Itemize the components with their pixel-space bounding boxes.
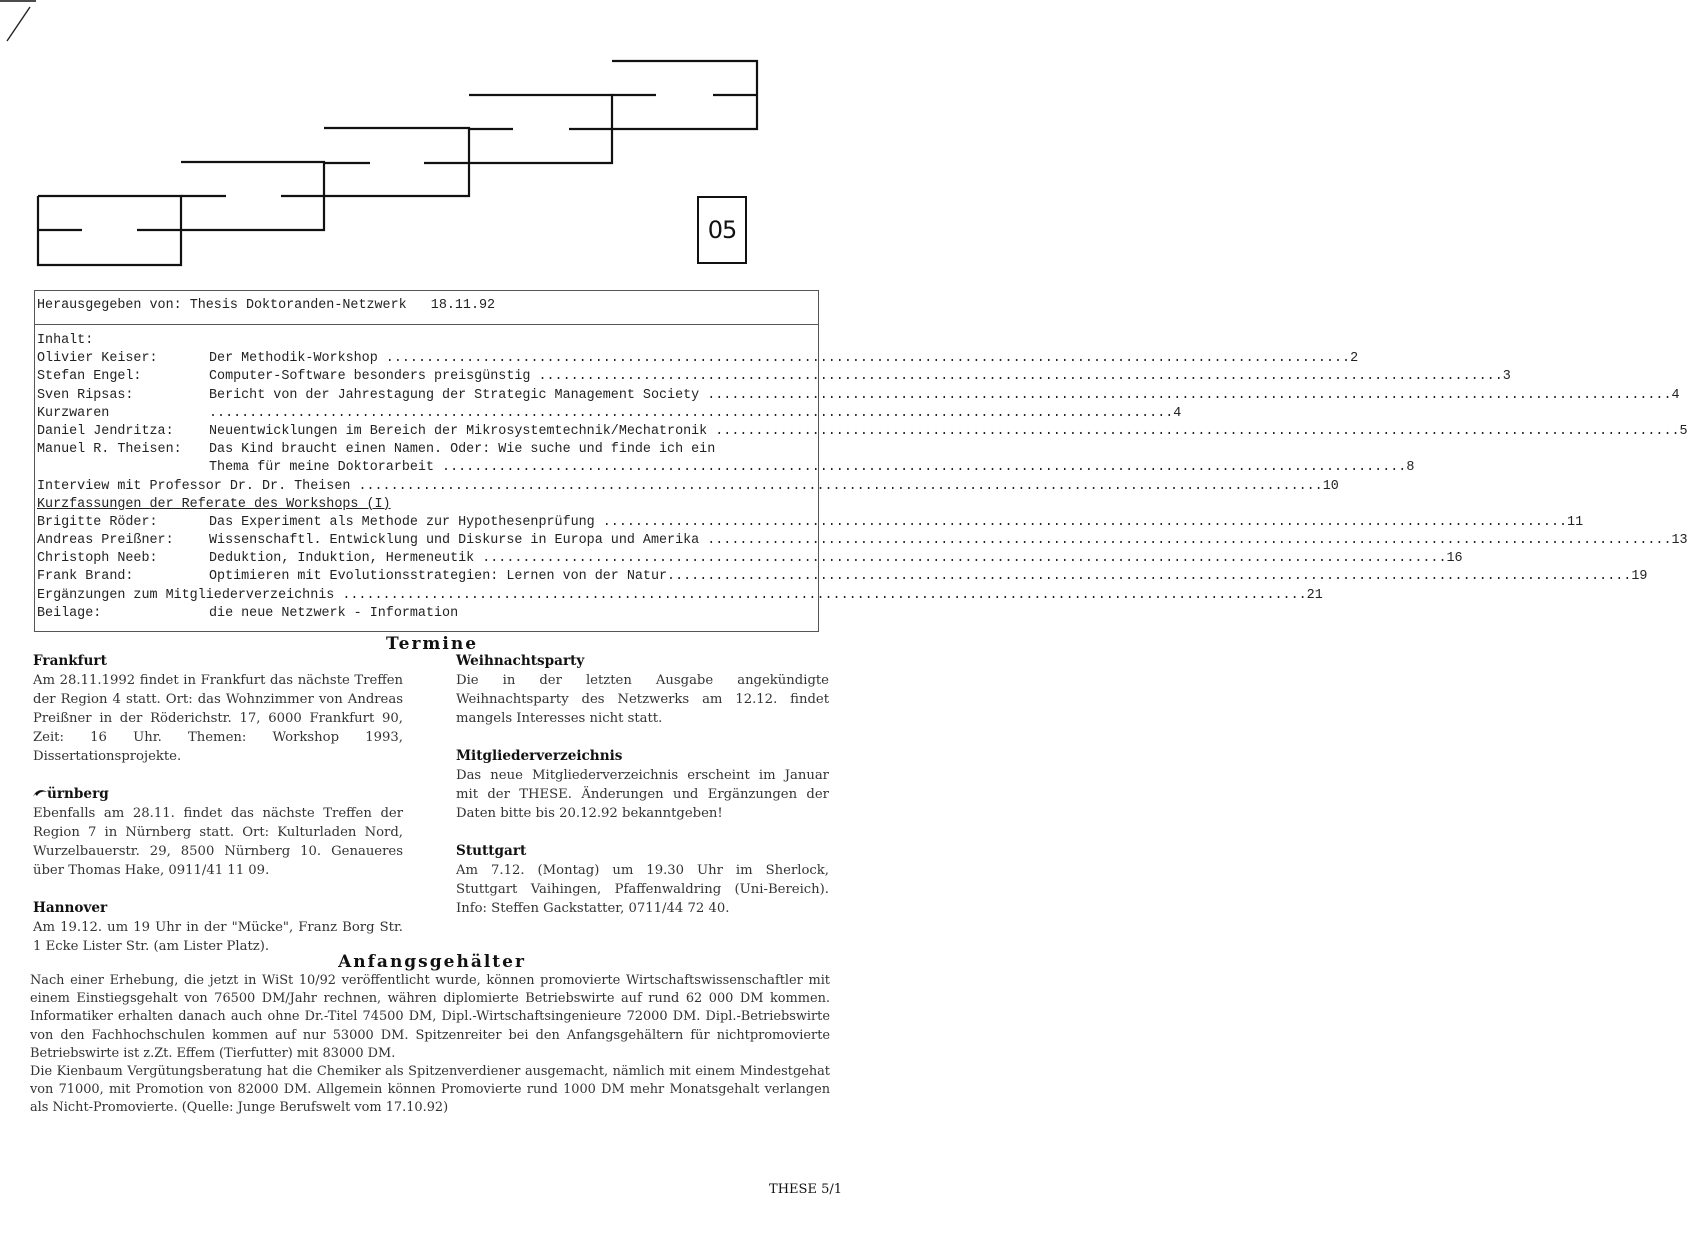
event-heading: Weihnachtsparty (456, 653, 585, 669)
toc-author: Christoph Neeb: (37, 551, 158, 567)
contents-label-row (37, 332, 818, 350)
publisher-line (35, 291, 818, 325)
toc-page: 16 (1446, 551, 1463, 567)
toc-leader-dots (603, 514, 1567, 532)
toc-entry[interactable] (37, 405, 1182, 423)
toc-page: 10 (1322, 478, 1339, 494)
termine-right-column (456, 652, 829, 918)
event-heading: Mitgliederverzeichnis (456, 748, 623, 764)
event-text: Am 7.12. (Montag) um 19.30 Uhr im Sherlock, Stuttgart Vaihingen, Pfaffenwaldring (Uni-Bereich). Info: Steffen Gackstatter, 0711/44 72 40. (456, 863, 829, 916)
toc-title: Bericht von der Jahrestagung der Strategic Management Society (209, 387, 708, 403)
toc-title: Neuentwicklungen im Bereich der Mikrosystemtechnik/Mechatronik (209, 423, 716, 439)
event-nuernberg (33, 785, 403, 880)
toc-entry[interactable] (37, 441, 818, 459)
toc-title: Das Kind braucht einen Namen. Oder: Wie suche und finde ich ein (209, 442, 716, 458)
logo-canvas (0, 0, 864, 280)
event-heading-text: ürnberg (47, 786, 109, 802)
toc-entry[interactable] (37, 368, 1511, 386)
event-text: Die in der letzten Ausgabe angekündigte Weihnachtsparty des Netzwerks am 12.12. findet mangels Interesses nicht statt. (456, 673, 829, 726)
table-of-contents (34, 290, 1688, 632)
toc-section-heading (37, 496, 818, 514)
toc-page: 21 (1306, 587, 1323, 603)
toc-page: 2 (1350, 351, 1359, 367)
toc-page: 4 (1671, 387, 1680, 403)
toc-entry[interactable] (37, 387, 1680, 405)
insert-label: Beilage: (37, 605, 102, 621)
event-text: Ebenfalls am 28.11. findet das nächste Treffen der Region 7 in Nürnberg statt. Ort: Kulturladen Nord, Wurzelbauerstr. 29, 8500 Nürnberg 10. Genaueres über Thomas Hake, 0911/41 11 09. (33, 806, 403, 878)
contents-label: Inhalt: (37, 333, 94, 348)
salaries-article (30, 972, 830, 1118)
toc-leader-dots (386, 350, 1350, 368)
toc-page: 3 (1502, 369, 1511, 385)
event-text: Am 19.12. um 19 Uhr in der "Mücke", Franz Borg Str. 1 Ecke Lister Str. (am Lister Platz). (33, 920, 403, 954)
salaries-paragraph: Nach einer Erhebung, die jetzt in WiSt 10/92 veröffentlicht wurde, können promovierte Wirtschaftswissenschaftler mit einem Einstiegsgehalt von 76500 DM/Jahr rechnen, währen diplomierte Betriebswirte auf rund 62 000 DM kommen. Informatiker erhalten danach auch ohne Dr.-Titel 74500 DM, Dipl.-Wirtschaftsingenieure 72000 DM. Dipl.-Betriebswirte von den Fachhochschulen kommen auf nur 53000 DM. Spitzenreiter bei den Anfangsgehältern für nichtpromovierte Betriebswirte ist z.Zt. Effem (Tierfutter) mit 83000 DM. (30, 973, 830, 1061)
issue-number-box (697, 196, 747, 264)
toc-leader-dots (482, 550, 1446, 568)
toc-title: Deduktion, Induktion, Hermeneutik (209, 551, 483, 567)
toc-author: Stefan Engel: (37, 369, 142, 385)
toc-author: Sven Ripsas: (37, 387, 134, 403)
toc-title: Interview mit Professor Dr. Dr. Theisen (37, 478, 359, 494)
salaries-heading: Anfangsgehälter (338, 952, 526, 972)
toc-author: Kurzwaren (37, 405, 110, 421)
toc-page: 8 (1406, 460, 1415, 476)
toc-title: Das Experiment als Methode zur Hypothesenprüfung (209, 514, 603, 530)
event-heading (33, 785, 403, 804)
toc-title: Wissenschaftl. Entwicklung und Diskurse in Europa und Amerika (209, 533, 708, 549)
toc-entry[interactable] (37, 423, 1688, 441)
event-heading: Stuttgart (456, 843, 527, 859)
event-stuttgart (456, 842, 829, 918)
toc-leader-dots (707, 532, 1671, 550)
toc-entry-continuation[interactable] (37, 459, 1415, 477)
issue-number: 05 (707, 216, 737, 244)
contents-list (35, 325, 1688, 631)
toc-author: Andreas Preißner: (37, 533, 174, 549)
toc-page: 5 (1679, 423, 1688, 439)
toc-page: 13 (1671, 533, 1688, 549)
toc-entry[interactable] (37, 350, 1359, 368)
toc-leader-dots (707, 387, 1671, 405)
toc-page: 4 (1173, 405, 1182, 421)
event-weihnachtsparty (456, 652, 829, 728)
toc-entry[interactable] (37, 532, 1688, 550)
toc-author: Brigitte Röder: (37, 514, 158, 530)
issue-date: 18.11.92 (430, 298, 496, 313)
toc-title: Ergänzungen zum Mitgliederverzeichnis (37, 587, 343, 603)
ink-blot-icon (33, 788, 47, 798)
toc-leader-dots (442, 459, 1406, 477)
event-heading: Hannover (33, 900, 108, 916)
event-heading: Frankfurt (33, 653, 107, 669)
toc-author: Frank Brand: (37, 569, 134, 585)
toc-author: Olivier Keiser: (37, 351, 158, 367)
toc-entry-interview[interactable] (37, 478, 1339, 496)
toc-page: 19 (1631, 569, 1648, 585)
publisher-name: Thesis Doktoranden-Netzwerk (189, 298, 407, 313)
toc-entry[interactable] (37, 550, 1463, 568)
toc-title: Thema für meine Doktorarbeit (209, 460, 443, 476)
salaries-paragraph: Die Kienbaum Vergütungsberatung hat die Chemiker als Spitzenverdiener ausgemacht, nämlich mit einem Mindestgehat von 71000, mit Promotion von 82000 DM. Allgemein können Promovierte rund 1000 DM mehr Monatsgehalt verlangen als Nicht-Promovierte. (Quelle: Junge Berufswelt vom 17.10.92) (30, 1064, 830, 1116)
toc-leader-dots (538, 368, 1502, 386)
toc-leader-dots (342, 587, 1306, 605)
toc-leader-dots (715, 423, 1679, 441)
publisher-label: Herausgegeben von: (37, 298, 182, 313)
toc-entry-supplement[interactable] (37, 587, 1323, 605)
page-footer: THESE 5/1 (769, 1182, 842, 1197)
event-mitgliederverzeichnis (456, 747, 829, 823)
toc-leader-dots (209, 405, 1173, 423)
workshop-section-heading: Kurzfassungen der Referate des Workshops (I) (37, 496, 391, 512)
toc-page: 11 (1567, 514, 1584, 530)
toc-leader-dots (358, 478, 1322, 496)
toc-title: Der Methodik-Workshop (209, 351, 386, 367)
event-text: Am 28.11.1992 findet in Frankfurt das nächste Treffen der Region 4 statt. Ort: das Wohnzimmer von Andreas Preißner in der Röderichstr. 17, 6000 Frankfurt 90, Zeit: 16 Uhr. Themen: Workshop 1993, Dissertationsprojekte. (33, 673, 403, 764)
toc-author: Daniel Jendritza: (37, 423, 174, 439)
termine-left-column (33, 652, 403, 956)
toc-author (37, 459, 209, 477)
toc-entry[interactable] (37, 568, 1648, 586)
event-frankfurt (33, 652, 403, 766)
toc-title: Computer-Software besonders preisgünstig (209, 369, 539, 385)
toc-title: Optimieren mit Evolutionsstrategien: Lernen von der Natur (209, 569, 668, 585)
toc-leader-dots (667, 568, 1631, 586)
event-hannover (33, 899, 403, 956)
termine-heading: Termine (385, 634, 479, 654)
toc-author: Manuel R. Theisen: (37, 442, 182, 458)
insert-title: die neue Netzwerk - Information (209, 605, 459, 621)
toc-entry[interactable] (37, 514, 1584, 532)
event-text: Das neue Mitgliederverzeichnis erscheint im Januar mit der THESE. Änderungen und Ergänzungen der Daten bitte bis 20.12.92 bekanntgeben! (456, 768, 829, 821)
toc-insert (37, 605, 818, 623)
